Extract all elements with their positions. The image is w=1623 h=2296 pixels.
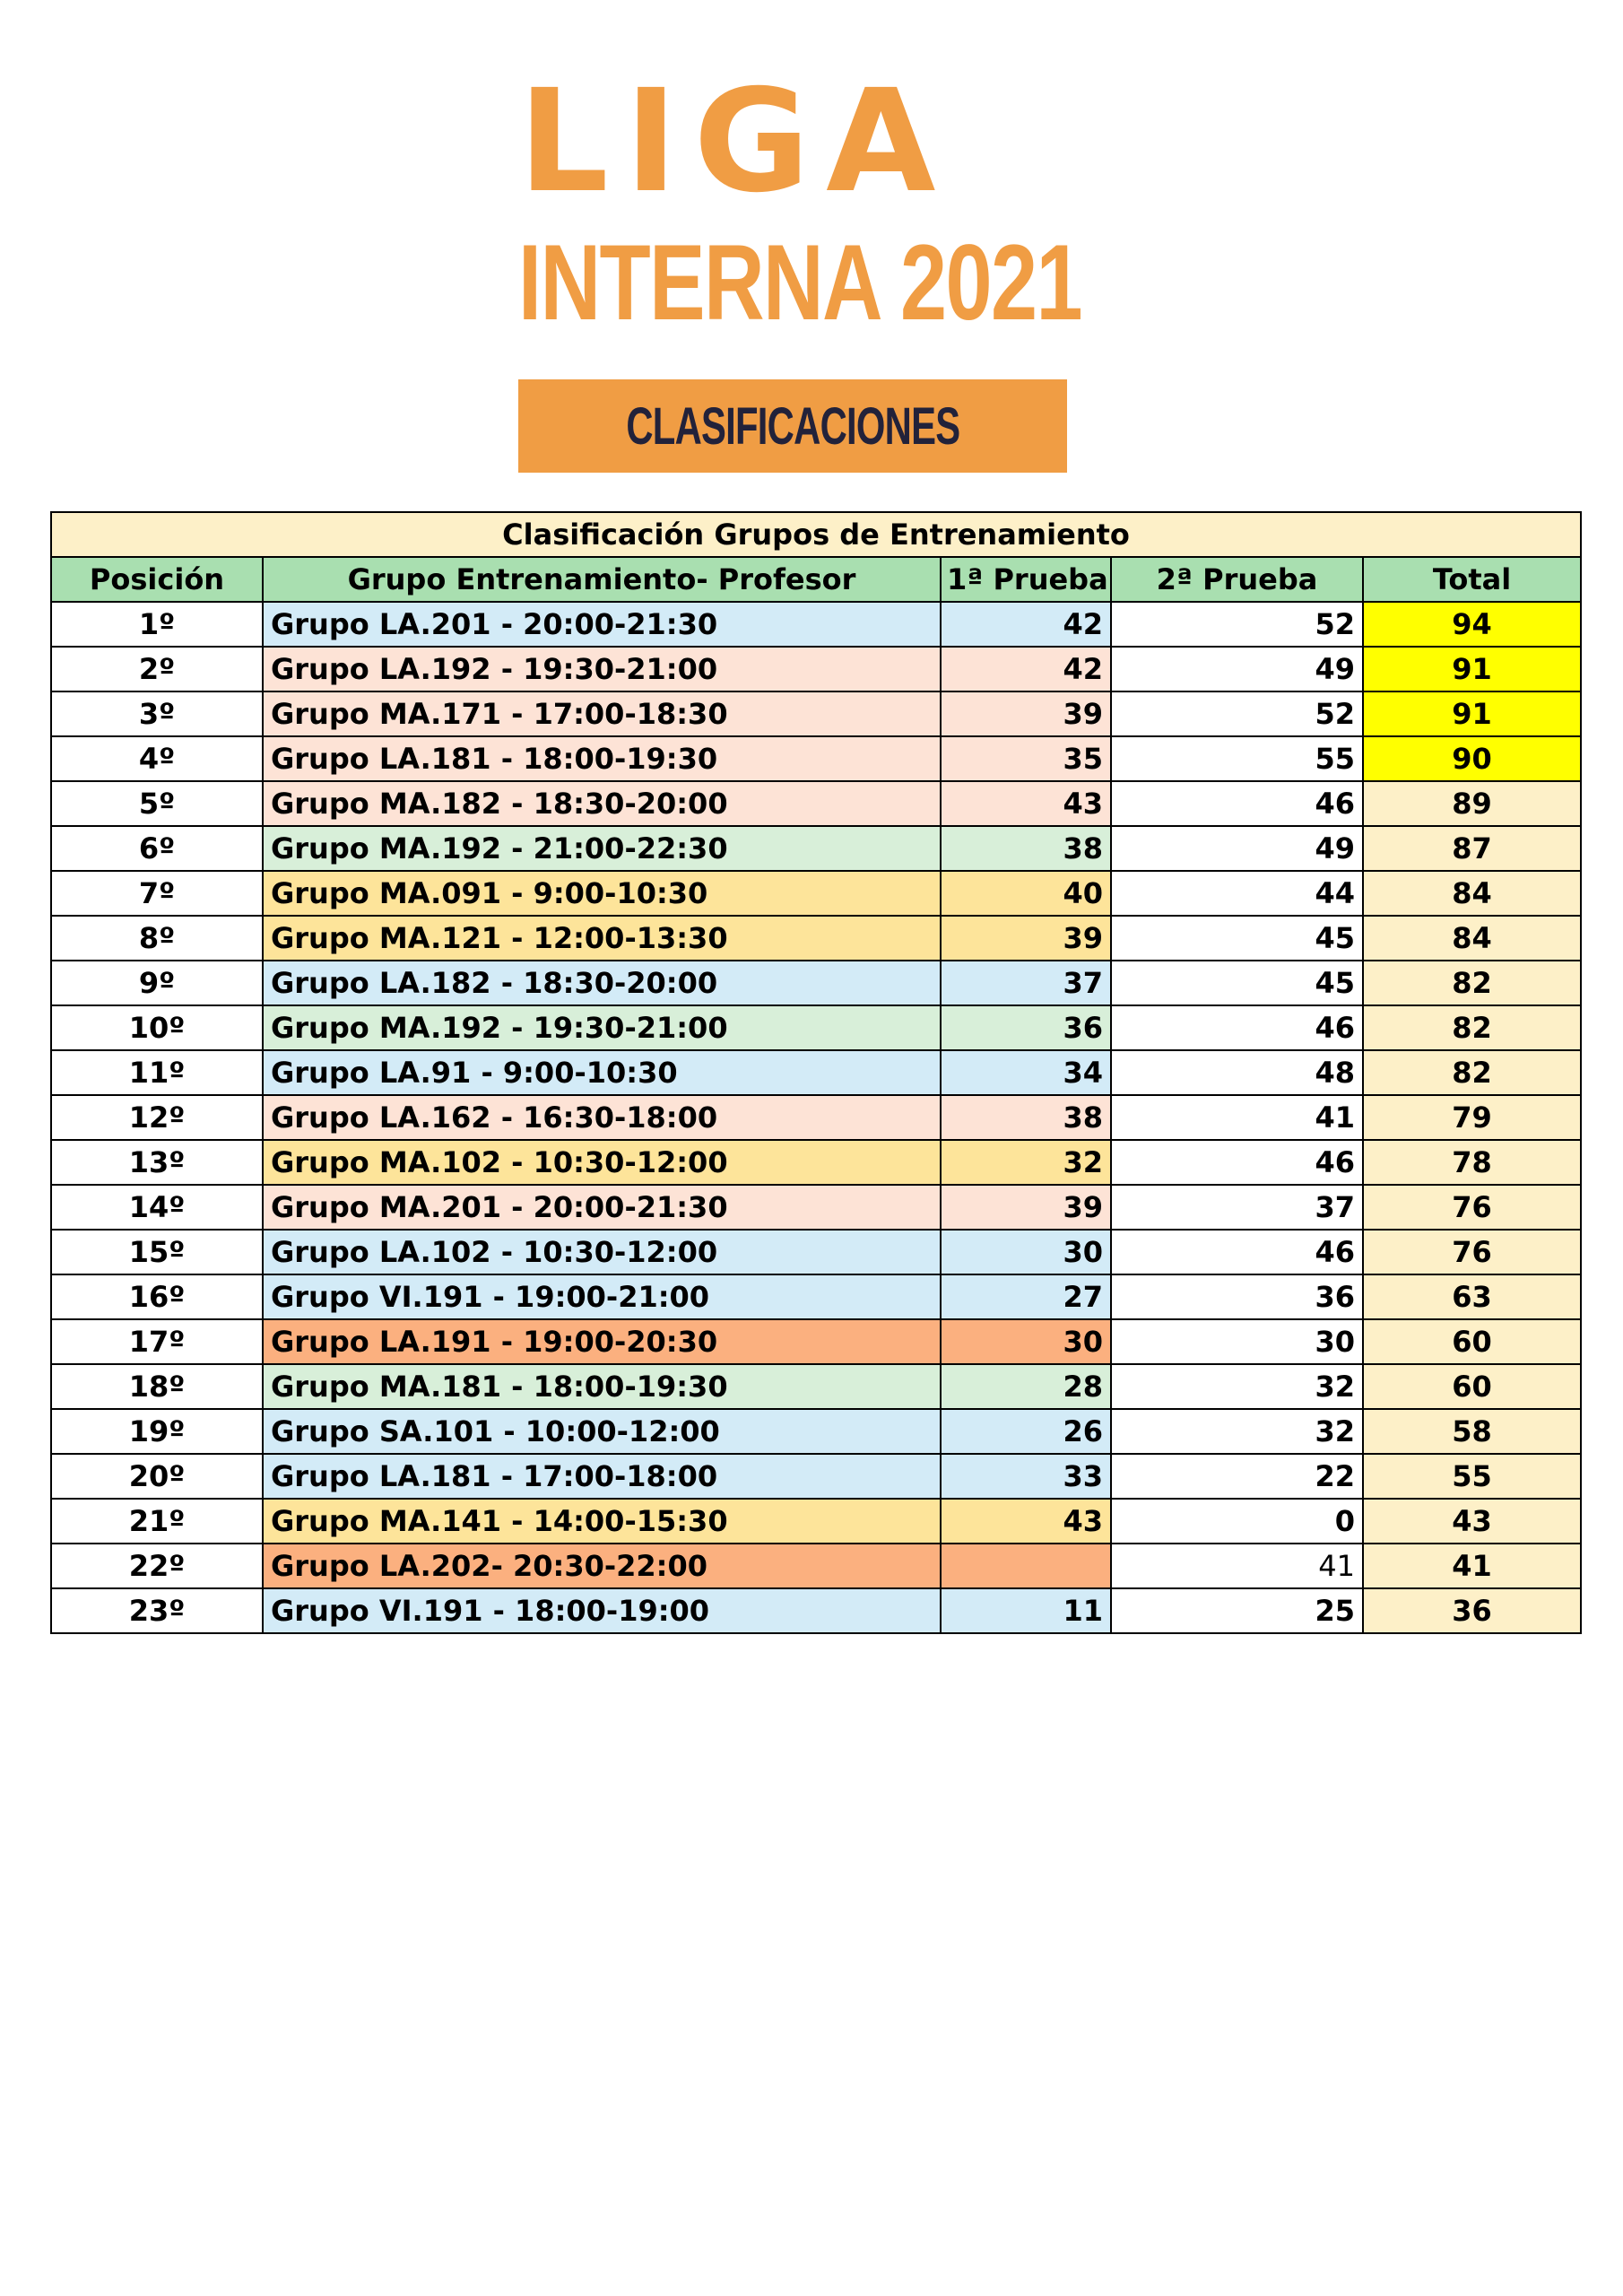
cell-grupo: Grupo LA.181 - 18:00-19:30 [263, 736, 941, 781]
cell-prueba-1: 40 [941, 871, 1111, 916]
cell-total: 55 [1363, 1454, 1581, 1499]
table-row [51, 1005, 1581, 1050]
cell-total: 41 [1363, 1544, 1581, 1588]
table-row [51, 1050, 1581, 1095]
table-row [51, 781, 1581, 826]
cell-prueba-1: 27 [941, 1274, 1111, 1319]
cell-grupo: Grupo MA.121 - 12:00-13:30 [263, 916, 941, 961]
cell-prueba-1: 30 [941, 1319, 1111, 1364]
logo-liga: LIGA [518, 59, 952, 224]
cell-prueba-1: 28 [941, 1364, 1111, 1409]
cell-total: 82 [1363, 961, 1581, 1005]
table-row [51, 1364, 1581, 1409]
cell-prueba-2: 55 [1111, 736, 1363, 781]
cell-grupo: Grupo LA.181 - 17:00-18:00 [263, 1454, 941, 1499]
cell-prueba-2: 46 [1111, 1005, 1363, 1050]
cell-prueba-2: 46 [1111, 1230, 1363, 1274]
cell-prueba-1: 38 [941, 1095, 1111, 1140]
cell-prueba-1: 36 [941, 1005, 1111, 1050]
table-header-row [51, 557, 1581, 602]
table-row [51, 1095, 1581, 1140]
cell-posicion: 2º [51, 647, 263, 691]
cell-prueba-2: 46 [1111, 781, 1363, 826]
cell-grupo: Grupo MA.192 - 21:00-22:30 [263, 826, 941, 871]
cell-prueba-2: 25 [1111, 1588, 1363, 1633]
cell-posicion: 4º [51, 736, 263, 781]
table-row [51, 1588, 1581, 1633]
cell-prueba-2: 46 [1111, 1140, 1363, 1185]
cell-prueba-1: 34 [941, 1050, 1111, 1095]
cell-prueba-1: 43 [941, 781, 1111, 826]
cell-grupo: Grupo MA.171 - 17:00-18:30 [263, 691, 941, 736]
cell-total: 84 [1363, 916, 1581, 961]
header-posicion: Posición [51, 557, 263, 602]
cell-posicion: 1º [51, 602, 263, 647]
cell-grupo: Grupo MA.141 - 14:00-15:30 [263, 1499, 941, 1544]
cell-grupo: Grupo MA.102 - 10:30-12:00 [263, 1140, 941, 1185]
cell-prueba-1: 32 [941, 1140, 1111, 1185]
cell-prueba-2: 32 [1111, 1364, 1363, 1409]
cell-total: 76 [1363, 1185, 1581, 1230]
cell-total: 84 [1363, 871, 1581, 916]
cell-posicion: 19º [51, 1409, 263, 1454]
table-row [51, 871, 1581, 916]
cell-grupo: Grupo LA.192 - 19:30-21:00 [263, 647, 941, 691]
table-row [51, 1499, 1581, 1544]
cell-posicion: 17º [51, 1319, 263, 1364]
cell-total: 94 [1363, 602, 1581, 647]
table-row [51, 602, 1581, 647]
table-row [51, 736, 1581, 781]
cell-prueba-1: 38 [941, 826, 1111, 871]
cell-total: 89 [1363, 781, 1581, 826]
table-row [51, 1409, 1581, 1454]
table-title: Clasificación Grupos de Entrenamiento [51, 512, 1581, 557]
cell-posicion: 15º [51, 1230, 263, 1274]
table-row [51, 1185, 1581, 1230]
cell-prueba-1: 33 [941, 1454, 1111, 1499]
cell-grupo: Grupo LA.191 - 19:00-20:30 [263, 1319, 941, 1364]
table-row [51, 1230, 1581, 1274]
header-prueba-2: 2ª Prueba [1111, 557, 1363, 602]
cell-prueba-2: 49 [1111, 826, 1363, 871]
cell-posicion: 7º [51, 871, 263, 916]
cell-prueba-1: 26 [941, 1409, 1111, 1454]
clasificaciones-banner [518, 379, 1067, 473]
table-row [51, 1274, 1581, 1319]
cell-prueba-1 [941, 1544, 1111, 1588]
cell-posicion: 20º [51, 1454, 263, 1499]
cell-prueba-2: 36 [1111, 1274, 1363, 1319]
cell-prueba-2: 0 [1111, 1499, 1363, 1544]
cell-posicion: 16º [51, 1274, 263, 1319]
cell-grupo: Grupo LA.91 - 9:00-10:30 [263, 1050, 941, 1095]
cell-prueba-1: 11 [941, 1588, 1111, 1633]
cell-grupo: Grupo VI.191 - 18:00-19:00 [263, 1588, 941, 1633]
cell-prueba-1: 37 [941, 961, 1111, 1005]
cell-total: 78 [1363, 1140, 1581, 1185]
header-grupo: Grupo Entrenamiento- Profesor [263, 557, 941, 602]
cell-prueba-1: 30 [941, 1230, 1111, 1274]
cell-prueba-2: 32 [1111, 1409, 1363, 1454]
cell-grupo: Grupo LA.201 - 20:00-21:30 [263, 602, 941, 647]
cell-posicion: 9º [51, 961, 263, 1005]
cell-total: 79 [1363, 1095, 1581, 1140]
cell-prueba-2: 49 [1111, 647, 1363, 691]
cell-prueba-2: 41 [1111, 1095, 1363, 1140]
cell-grupo: Grupo MA.181 - 18:00-19:30 [263, 1364, 941, 1409]
cell-prueba-1: 39 [941, 916, 1111, 961]
table-row [51, 1454, 1581, 1499]
cell-prueba-1: 42 [941, 602, 1111, 647]
cell-prueba-2: 41 [1111, 1544, 1363, 1588]
cell-grupo: Grupo MA.182 - 18:30-20:00 [263, 781, 941, 826]
cell-total: 63 [1363, 1274, 1581, 1319]
header-prueba-1: 1ª Prueba [941, 557, 1111, 602]
cell-posicion: 13º [51, 1140, 263, 1185]
table-row [51, 961, 1581, 1005]
cell-grupo: Grupo MA.192 - 19:30-21:00 [263, 1005, 941, 1050]
table-row [51, 691, 1581, 736]
cell-posicion: 10º [51, 1005, 263, 1050]
cell-total: 36 [1363, 1588, 1581, 1633]
cell-posicion: 21º [51, 1499, 263, 1544]
cell-prueba-1: 35 [941, 736, 1111, 781]
cell-total: 60 [1363, 1319, 1581, 1364]
cell-posicion: 3º [51, 691, 263, 736]
cell-prueba-2: 45 [1111, 916, 1363, 961]
cell-posicion: 14º [51, 1185, 263, 1230]
cell-total: 60 [1363, 1364, 1581, 1409]
cell-posicion: 5º [51, 781, 263, 826]
logo-interna-2021: INTERNA 2021 [518, 222, 1082, 343]
cell-posicion: 12º [51, 1095, 263, 1140]
cell-prueba-2: 45 [1111, 961, 1363, 1005]
table-row [51, 1319, 1581, 1364]
cell-grupo: Grupo SA.101 - 10:00-12:00 [263, 1409, 941, 1454]
cell-total: 87 [1363, 826, 1581, 871]
cell-posicion: 8º [51, 916, 263, 961]
standings-table [50, 511, 1582, 1634]
cell-grupo: Grupo LA.102 - 10:30-12:00 [263, 1230, 941, 1274]
cell-prueba-2: 30 [1111, 1319, 1363, 1364]
cell-prueba-2: 44 [1111, 871, 1363, 916]
cell-grupo: Grupo LA.162 - 16:30-18:00 [263, 1095, 941, 1140]
cell-posicion: 6º [51, 826, 263, 871]
cell-grupo: Grupo MA.201 - 20:00-21:30 [263, 1185, 941, 1230]
table-row [51, 826, 1581, 871]
cell-grupo: Grupo LA.182 - 18:30-20:00 [263, 961, 941, 1005]
cell-posicion: 11º [51, 1050, 263, 1095]
table-row [51, 1140, 1581, 1185]
cell-total: 91 [1363, 691, 1581, 736]
clasificaciones-label: CLASIFICACIONES [625, 396, 960, 456]
cell-prueba-2: 52 [1111, 691, 1363, 736]
cell-prueba-2: 22 [1111, 1454, 1363, 1499]
cell-prueba-1: 39 [941, 1185, 1111, 1230]
cell-prueba-1: 43 [941, 1499, 1111, 1544]
table-title-row [51, 512, 1581, 557]
cell-total: 43 [1363, 1499, 1581, 1544]
cell-prueba-1: 39 [941, 691, 1111, 736]
table-row [51, 1544, 1581, 1588]
cell-prueba-2: 48 [1111, 1050, 1363, 1095]
cell-grupo: Grupo MA.091 - 9:00-10:30 [263, 871, 941, 916]
cell-grupo: Grupo VI.191 - 19:00-21:00 [263, 1274, 941, 1319]
cell-total: 91 [1363, 647, 1581, 691]
cell-posicion: 23º [51, 1588, 263, 1633]
table-body [51, 602, 1581, 1633]
cell-posicion: 18º [51, 1364, 263, 1409]
cell-total: 58 [1363, 1409, 1581, 1454]
cell-prueba-2: 52 [1111, 602, 1363, 647]
cell-total: 82 [1363, 1005, 1581, 1050]
header-total: Total [1363, 557, 1581, 602]
cell-posicion: 22º [51, 1544, 263, 1588]
cell-prueba-2: 37 [1111, 1185, 1363, 1230]
table-row [51, 916, 1581, 961]
cell-grupo: Grupo LA.202- 20:30-22:00 [263, 1544, 941, 1588]
cell-total: 82 [1363, 1050, 1581, 1095]
table-row [51, 647, 1581, 691]
cell-total: 90 [1363, 736, 1581, 781]
cell-total: 76 [1363, 1230, 1581, 1274]
cell-prueba-1: 42 [941, 647, 1111, 691]
